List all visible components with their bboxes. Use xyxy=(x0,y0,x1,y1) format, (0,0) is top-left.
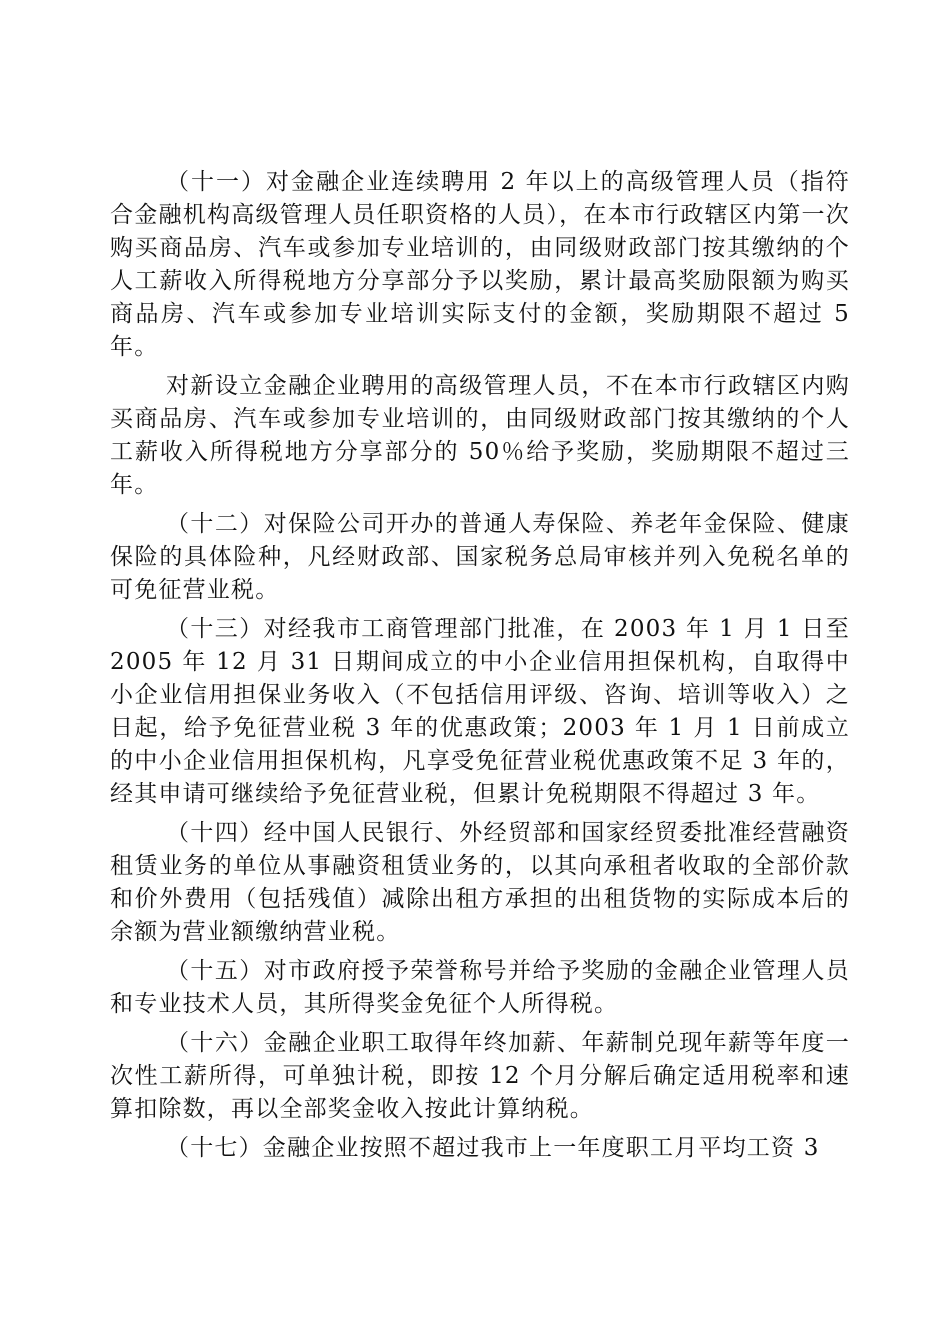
paragraph-13: （十三）对经我市工商管理部门批准，在 2003 年 1 月 1 日至 2005 年 12 月 31 日期间成立的中小企业信用担保机构，自取得中小企业信用担保业务收入（不包括信用评级、咨询、培训等收入）之日起，给予免征营业税 3 年的优惠政策；2003 年 1 月 1 日前成立的中小企业信用担保机构，凡享受免征营业税优惠政策不足 3 年的，经其申请可继续给予免征营业税，但累计免税期限不得超过 3 年。 xyxy=(110,616,850,807)
paragraph-11-supplement: 对新设立金融企业聘用的高级管理人员，不在本市行政辖区内购买商品房、汽车或参加专业培训的，由同级财政部门按其缴纳的个人工薪收入所得税地方分享部分的 50％给予奖励，奖励期限不超过三年。 xyxy=(110,373,850,498)
paragraph-14: （十四）经中国人民银行、外经贸部和国家经贸委批准经营融资租赁业务的单位从事融资租赁业务的，以其向承租者收取的全部价款和价外费用（包括残值）减除出租方承担的出租货物的实际成本后的余额为营业额缴纳营业税。 xyxy=(110,820,850,945)
paragraph-16: （十六）金融企业职工取得年终加薪、年薪制兑现年薪等年度一次性工薪所得，可单独计税，即按 12 个月分解后确定适用税率和速算扣除数，再以全部奖金收入按此计算纳税。 xyxy=(110,1030,850,1122)
paragraph-15: （十五）对市政府授予荣誉称号并给予奖励的金融企业管理人员和专业技术人员，其所得奖金免征个人所得税。 xyxy=(110,958,850,1017)
document-body xyxy=(110,166,850,1171)
paragraph-11: （十一）对金融企业连续聘用 2 年以上的高级管理人员（指符合金融机构高级管理人员任职资格的人员），在本市行政辖区内第一次购买商品房、汽车或参加专业培训的，由同级财政部门按其缴纳的个人工薪收入所得税地方分享部分予以奖励，累计最高奖励限额为购买商品房、汽车或参加专业培训实际支付的金额，奖励期限不超过 5 年。 xyxy=(110,169,850,360)
paragraph-17: （十七）金融企业按照不超过我市上一年度职工月平均工资 3 xyxy=(166,1135,820,1161)
paragraph-12: （十二）对保险公司开办的普通人寿保险、养老年金保险、健康保险的具体险种，凡经财政部、国家税务总局审核并列入免税名单的可免征营业税。 xyxy=(110,511,850,603)
